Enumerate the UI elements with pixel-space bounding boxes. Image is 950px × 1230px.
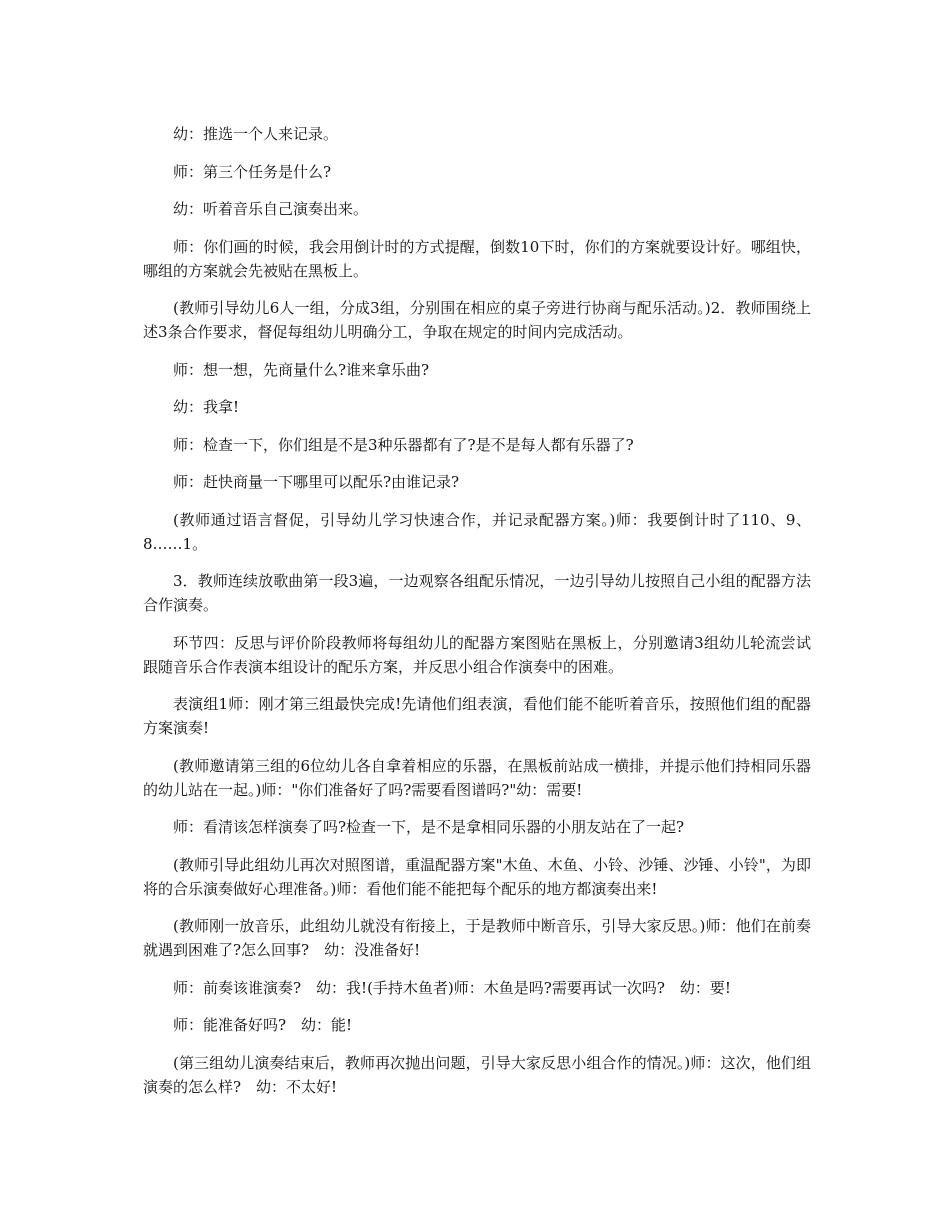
paragraph-13: 表演组1师：刚才第三组最快完成!先请他们组表演，看他们能不能听着音乐，按照他们组的配器方案演奏! [143, 695, 811, 737]
paragraph-17: (教师刚一放音乐，此组幼儿就没有衔接上，于是教师中断音乐，引导大家反思。)师：他们在前奏就遇到困难了?怎么回事? 幼：没准备好! [143, 917, 811, 959]
paragraph-4: 师：你们画的时候，我会用倒计时的方式提醒，倒数10下时，你们的方案就要设计好。哪组快，哪组的方案就会先被贴在黑板上。 [143, 237, 811, 280]
paragraph-2: 师：第三个任务是什么? [173, 162, 332, 181]
paragraph-6: 师：想一想，先商量什么?谁来拿乐曲? [173, 360, 430, 379]
document-body [143, 122, 811, 1112]
paragraph-9: 师：赶快商量一下哪里可以配乐?由谁记录? [173, 473, 460, 491]
paragraph-19: 师：能准备好吗? 幼：能! [173, 1016, 353, 1034]
paragraph-7: 幼：我拿! [173, 398, 240, 416]
paragraph-18: 师：前奏该谁演奏? 幼：我!(手持木鱼者)师：木鱼是吗?需要再试一次吗? 幼：要! [173, 978, 731, 997]
paragraph-8: 师：检查一下，你们组是不是3种乐器都有了?是不是每人都有乐器了? [173, 435, 634, 454]
paragraph-14: (教师邀请第三组的6位幼儿各自拿着相应的乐器，在黑板前站成一横排，并提示他们持相同乐器的幼儿站在一起。)师："你们准备好了吗?需要看图谱吗?"幼：需要! [143, 756, 811, 799]
paragraph-5: (教师引导幼儿6人一组，分成3组，分别围在相应的桌子旁进行协商与配乐活动。)2．教师围绕上述3条合作要求，督促每组幼儿明确分工，争取在规定的时间内完成活动。 [143, 299, 811, 341]
paragraph-10: (教师通过语言督促，引导幼儿学习快速合作，并记录配器方案。)师：我要倒计时了110、9、8……1。 [143, 510, 811, 553]
paragraph-1: 幼：推选一个人来记录。 [173, 125, 339, 143]
paragraph-11: 3．教师连续放歌曲第一段3遍，一边观察各组配乐情况，一边引导幼儿按照自己小组的配器方法合作演奏。 [143, 572, 811, 614]
paragraph-16: (教师引导此组幼儿再次对照图谱，重温配器方案"木鱼、木鱼、小铃、沙锤、沙锤、小铃"，为即将的合乐演奏做好心理准备。)师：看他们能不能把每个配乐的地方都演奏出来! [143, 855, 811, 898]
paragraph-12: 环节四：反思与评价阶段教师将每组幼儿的配器方案图贴在黑板上，分别邀请3组幼儿轮流尝试跟随音乐合作表演本组设计的配乐方案，并反思小组合作演奏中的困难。 [143, 633, 811, 676]
paragraph-20: (第三组幼儿演奏结束后，教师再次抛出问题，引导大家反思小组合作的情况。)师：这次，他们组演奏的怎么样? 幼：不太好! [143, 1053, 811, 1096]
paragraph-3: 幼：听着音乐自己演奏出来。 [173, 200, 369, 218]
paragraph-15: 师：看清该怎样演奏了吗?检查一下，是不是拿相同乐器的小朋友站在了一起? [173, 818, 685, 836]
